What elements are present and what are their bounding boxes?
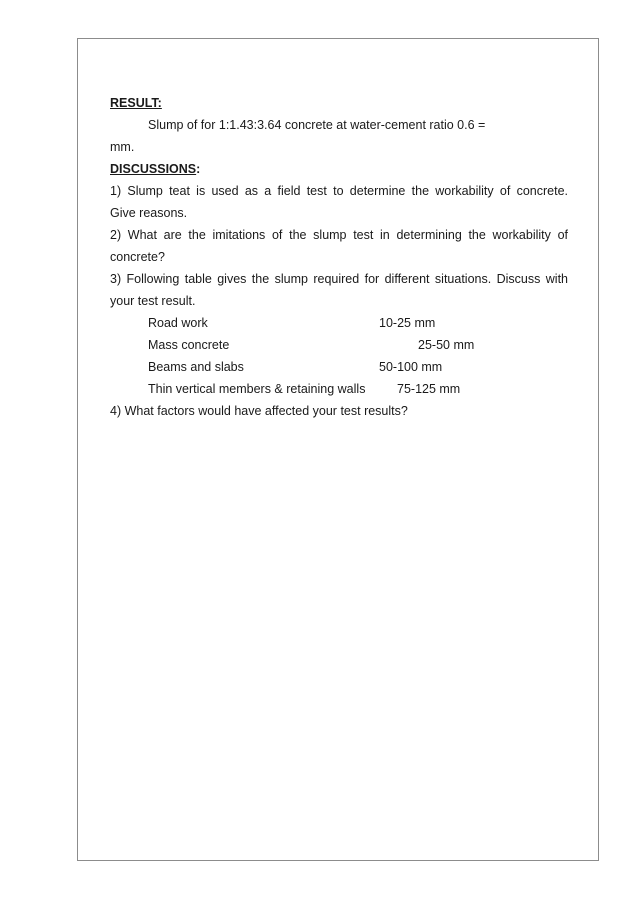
question-1-line-1: 1) Slump teat is used as a field test to determine the workability of concrete. <box>110 184 568 198</box>
slump-situation: Beams and slabs <box>148 360 244 374</box>
question-3-line-2: your test result. <box>110 294 196 308</box>
slump-situation: Mass concrete <box>148 338 230 352</box>
result-unit: mm. <box>110 140 135 154</box>
slump-table-row <box>110 356 568 378</box>
discussions-colon: : <box>196 162 201 176</box>
question-2-line-1: 2) What are the imitations of the slump test in determining the workability of <box>110 228 568 242</box>
slump-situation: Road work <box>148 316 208 330</box>
slump-situation: Thin vertical members & retaining walls <box>148 382 366 396</box>
slump-table-row <box>110 312 568 334</box>
result-heading: RESULT: <box>110 96 162 110</box>
slump-value: 10-25 mm <box>379 316 436 330</box>
slump-value: 50-100 mm <box>379 360 443 374</box>
question-1-line-2: Give reasons. <box>110 206 188 220</box>
question-2-line-2: concrete? <box>110 250 165 264</box>
discussions-heading: DISCUSSIONS <box>110 162 197 176</box>
slump-value: 25-50 mm <box>418 338 475 352</box>
slump-value: 75-125 mm <box>397 382 461 396</box>
slump-table-row <box>110 378 568 400</box>
result-slump-statement: Slump of for 1:1.43:3.64 concrete at water-cement ratio 0.6 = <box>148 118 486 132</box>
slump-table <box>110 312 568 400</box>
question-4: 4) What factors would have affected your test results? <box>110 404 408 418</box>
discussions-heading-line <box>110 158 568 180</box>
question-3-line-1: 3) Following table gives the slump required for different situations. Discuss with <box>110 272 568 286</box>
document-body <box>110 92 568 422</box>
slump-table-row <box>110 334 568 356</box>
